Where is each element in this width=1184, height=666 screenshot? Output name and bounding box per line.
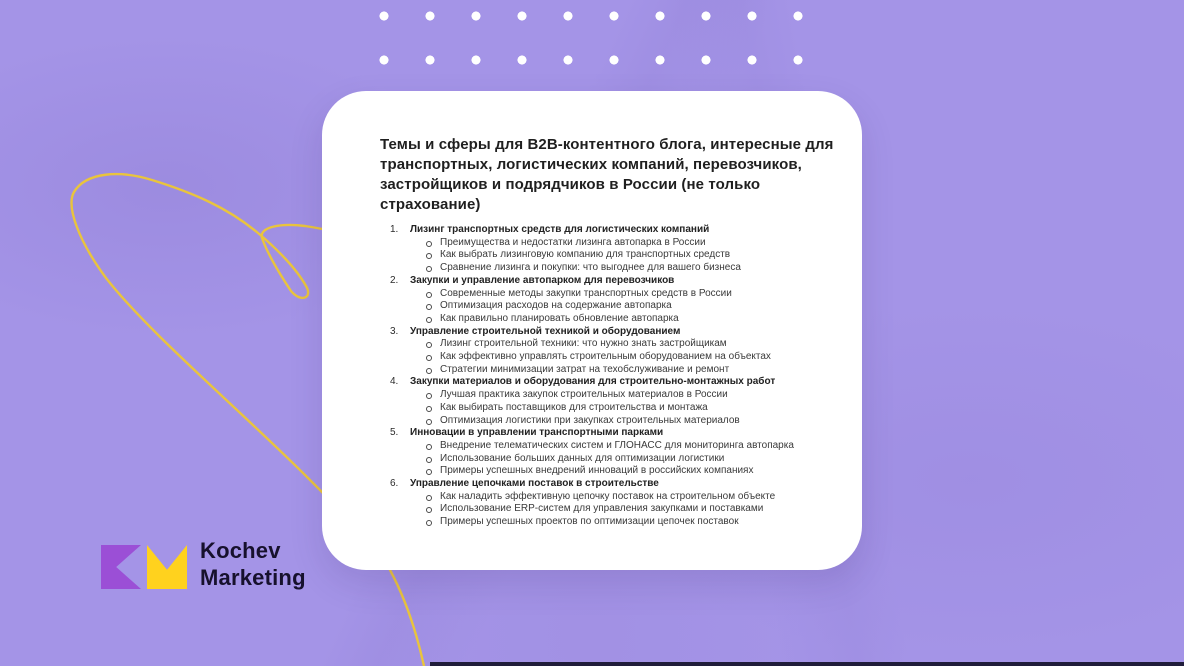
subtopic-label: Лизинг строительной техники: что нужно знать застройщикам	[440, 338, 727, 350]
subtopic-label: Оптимизация логистики при закупках строительных материалов	[440, 414, 740, 426]
logo-wordmark	[200, 537, 306, 591]
subtopic-label: Как эффективно управлять строительным оборудованием на объектах	[440, 351, 771, 363]
hollow-bullet-icon	[426, 342, 432, 348]
hollow-bullet-icon	[426, 266, 432, 272]
subtopic-row	[380, 465, 832, 478]
subtopic-row	[380, 503, 832, 516]
subtopic-label: Оптимизация расходов на содержание автопарка	[440, 300, 672, 312]
subtopic-row	[380, 249, 832, 262]
topic-label: Инновации в управлении транспортными парками	[410, 427, 664, 439]
hollow-bullet-icon	[426, 507, 432, 513]
brand-logo	[101, 537, 306, 591]
hollow-bullet-icon	[426, 241, 432, 247]
topic-number: 2.	[390, 274, 399, 286]
logo-line-1: Kochev	[200, 538, 281, 563]
subtopic-row	[380, 389, 832, 402]
subtopic-label: Внедрение телематических систем и ГЛОНАСС для мониторинга автопарка	[440, 439, 794, 451]
topic-block	[380, 275, 832, 326]
bottom-edge-strip	[430, 662, 1184, 666]
hollow-bullet-icon	[426, 444, 432, 450]
hollow-bullet-icon	[426, 406, 432, 412]
subtopic-label: Стратегии минимизации затрат на техобслуживание и ремонт	[440, 363, 730, 375]
subtopic-row	[380, 237, 832, 250]
topic-number: 5.	[390, 427, 399, 439]
subtopic-label: Как наладить эффективную цепочку поставок на строительном объекте	[440, 490, 776, 502]
topic-block	[380, 326, 832, 377]
hollow-bullet-icon	[426, 495, 432, 501]
topic-number: 4.	[390, 376, 399, 388]
topic-block	[380, 224, 832, 275]
subtopic-row	[380, 415, 832, 428]
topic-number: 1.	[390, 224, 399, 235]
topic-label: Закупки материалов и оборудования для строительно-монтажных работ	[410, 376, 776, 388]
subtopic-label: Как выбрать лизинговую компанию для транспортных средств	[440, 249, 731, 261]
subtopic-row	[380, 453, 832, 466]
subtopic-label: Как выбирать поставщиков для строительства и монтажа	[440, 401, 708, 413]
hollow-bullet-icon	[426, 419, 432, 425]
subtopic-row	[380, 262, 832, 275]
logo-m-icon	[146, 545, 188, 589]
topic-row	[390, 427, 832, 440]
hollow-bullet-icon	[426, 292, 432, 298]
hollow-bullet-icon	[426, 457, 432, 463]
subtopic-label: Как правильно планировать обновление автопарка	[440, 312, 679, 324]
topic-label: Лизинг транспортных средств для логистических компаний	[410, 224, 710, 235]
topic-row	[390, 275, 832, 288]
subtopic-label: Преимущества и недостатки лизинга автопарка в России	[440, 236, 706, 248]
subtopic-row	[380, 402, 832, 415]
logo-line-2: Marketing	[200, 565, 306, 590]
subtopic-row	[380, 491, 832, 504]
topic-row	[390, 224, 832, 237]
hollow-bullet-icon	[426, 253, 432, 259]
subtopic-label: Современные методы закупки транспортных средств в России	[440, 287, 732, 299]
topics-list	[380, 224, 832, 529]
document-card	[322, 91, 862, 570]
topic-row	[390, 326, 832, 339]
subtopic-row	[380, 300, 832, 313]
topic-label: Управление строительной техникой и оборудованием	[410, 325, 681, 337]
subtopic-label: Использование ERP-систем для управления закупками и поставками	[440, 503, 764, 515]
subtopic-label: Примеры успешных внедрений инноваций в российских компаниях	[440, 465, 754, 477]
topic-row	[390, 478, 832, 491]
subtopic-row	[380, 313, 832, 326]
subtopic-label: Использование больших данных для оптимизации логистики	[440, 452, 725, 464]
topic-number: 3.	[390, 325, 399, 337]
hollow-bullet-icon	[426, 520, 432, 526]
subtopic-row	[380, 351, 832, 364]
document-title: Темы и сферы для B2B-контентного блога, интересные для транспортных, логистических компаний, перевозчиков, застройщиков и подрядчиков в России (не только страхование)	[380, 136, 834, 213]
subtopic-row	[380, 516, 832, 529]
hollow-bullet-icon	[426, 355, 432, 361]
subtopic-label: Примеры успешных проектов по оптимизации цепочек поставок	[440, 516, 739, 528]
topic-block	[380, 478, 832, 529]
subtopic-row	[380, 364, 832, 377]
topic-block	[380, 376, 832, 427]
hollow-bullet-icon	[426, 469, 432, 475]
hollow-bullet-icon	[426, 317, 432, 323]
logo-mark	[101, 545, 188, 589]
subtopic-row	[380, 338, 832, 351]
topic-number: 6.	[390, 478, 399, 490]
hollow-bullet-icon	[426, 304, 432, 310]
topic-row	[390, 376, 832, 389]
topic-label: Закупки и управление автопарком для перевозчиков	[410, 274, 675, 286]
topic-block	[380, 427, 832, 478]
hollow-bullet-icon	[426, 368, 432, 374]
hollow-bullet-icon	[426, 393, 432, 399]
subtopic-row	[380, 288, 832, 301]
logo-k-icon	[101, 545, 141, 589]
subtopic-label: Лучшая практика закупок строительных материалов в России	[440, 389, 728, 401]
subtopic-row	[380, 440, 832, 453]
topic-label: Управление цепочками поставок в строительстве	[410, 478, 659, 490]
subtopic-label: Сравнение лизинга и покупки: что выгоднее для вашего бизнеса	[440, 262, 741, 274]
